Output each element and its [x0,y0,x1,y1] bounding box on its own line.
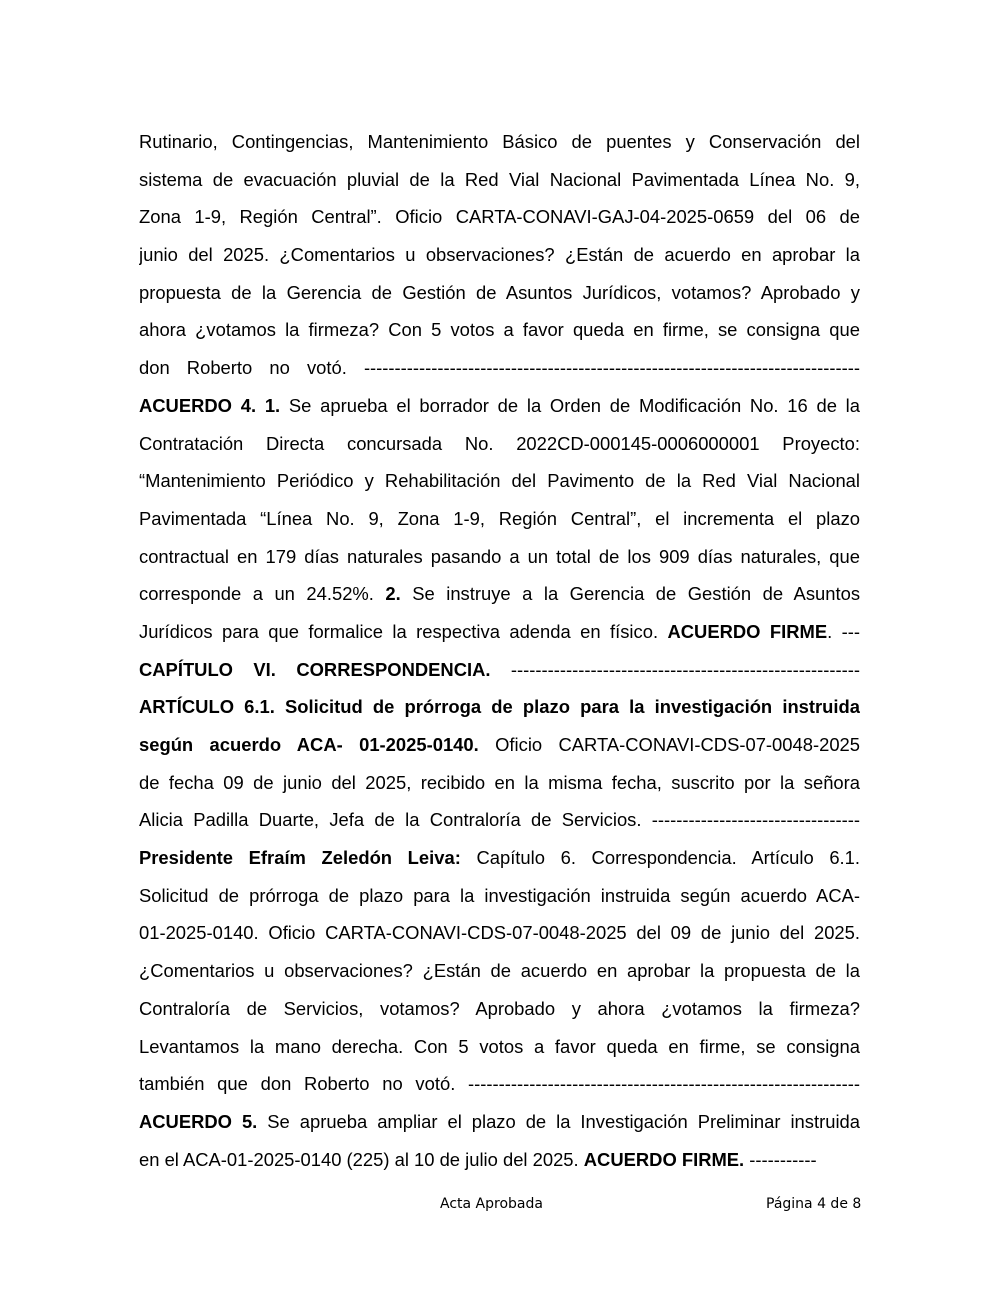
text-run: . --- [827,620,860,642]
bold-text: ACUERDO FIRME [667,620,828,642]
text-line [139,462,860,500]
text-line [139,575,860,613]
text-line [139,914,860,952]
text-run: también que don Roberto no votó. ---------------------------------------------------------------- [139,1073,860,1095]
text-line [139,651,860,689]
text-line [139,688,860,726]
text-line [139,877,860,915]
text-run: Se aprueba ampliar el plazo de la Investigación Preliminar instruida [257,1110,860,1132]
bold-text: 1. [264,394,281,416]
text-line [139,952,860,990]
text-run: Zona 1-9, Región Central”. Oficio CARTA-CONAVI-GAJ-04-2025-0659 del 06 de [139,206,860,228]
text-line [139,274,860,312]
text-line [139,1028,860,1066]
text-run: Levantamos la mano derecha. Con 5 votos a favor queda en firme, se consigna [139,1035,860,1057]
bold-text: ARTÍCULO 6.1. Solicitud de prórroga de plazo para la investigación instruida [139,696,860,718]
text-run: Se instruye a la Gerencia de Gestión de Asuntos [400,583,860,605]
text-run [256,395,265,416]
text-run: Oficio CARTA-CONAVI-CDS-07-0048-2025 [478,734,860,755]
text-run: en el ACA-01-2025-0140 (225) al 10 de julio del 2025. [139,1148,584,1170]
text-run: contractual en 179 días naturales pasando a un total de los 909 días naturales, que [139,545,860,567]
text-line [139,500,860,538]
text-run: sistema de evacuación pluvial de la Red Vial Nacional Pavimentada Línea No. 9, [139,168,860,190]
text-run: Contraloría de Servicios, votamos? Aprobado y ahora ¿votamos la firmeza? [139,997,860,1019]
page-footer [0,1193,1000,1215]
bold-text: CAPÍTULO VI. CORRESPONDENCIA. [139,658,491,680]
bold-text: ACUERDO 5. [139,1110,258,1132]
text-line [139,839,860,877]
bold-text: 2. [385,583,401,605]
text-line [139,311,860,349]
text-run: de fecha 09 de junio del 2025, recibido en la misma fecha, suscrito por la señora [139,771,860,793]
bold-text: según acuerdo ACA- 01-2025-0140. [139,734,479,755]
text-line [139,990,860,1028]
text-run: ¿Comentarios u observaciones? ¿Están de acuerdo en aprobar la propuesta de la [139,960,860,982]
text-run: Se aprueba el borrador de la Orden de Modificación No. 16 de la [280,394,860,416]
text-line [139,1065,860,1103]
text-run: don Roberto no votó. --------------------------------------------------------------------------------- [139,357,860,379]
text-line [139,613,860,651]
text-run: Contratación Directa concursada No. 2022CD-000145-0006000001 Proyecto: [139,432,860,454]
text-line [139,236,860,274]
text-run: corresponde a un 24.52%. [139,583,386,605]
text-line [139,801,860,839]
bold-text: ACUERDO 4. [139,394,257,416]
text-run: ahora ¿votamos la firmeza? Con 5 votos a favor queda en firme, se consigna que [139,319,860,341]
text-run: Capítulo 6. Correspondencia. Artículo 6.1. [460,847,860,869]
text-line [139,1141,860,1179]
footer-document-status: Acta Aprobada [440,1196,543,1212]
text-line [139,161,860,199]
text-run: junio del 2025. ¿Comentarios u observaciones? ¿Están de acuerdo en aprobar la [139,244,860,266]
text-run: ----------- [744,1148,817,1170]
text-line [139,349,860,387]
text-line [139,1103,860,1141]
text-line [139,387,860,425]
text-run: 01-2025-0140. Oficio CARTA-CONAVI-CDS-07-0048-2025 del 09 de junio del 2025. [139,922,860,944]
text-line [139,425,860,463]
text-line [139,538,860,576]
text-line [139,198,860,236]
text-run: Pavimentada “Línea No. 9, Zona 1-9, Región Central”, el incrementa el plazo [139,507,860,529]
text-run: Solicitud de prórroga de plazo para la investigación instruida según acuerdo ACA- [139,884,860,906]
text-run: Alicia Padilla Duarte, Jefa de la Contraloría de Servicios. ---------------------------------- [139,809,860,831]
text-run: propuesta de la Gerencia de Gestión de Asuntos Jurídicos, votamos? Aprobado y [139,281,860,303]
text-line [139,726,860,764]
bold-text: Presidente Efraím Zeledón Leiva: [139,847,461,869]
text-run: Rutinario, Contingencias, Mantenimiento Básico de puentes y Conservación del [139,131,860,152]
text-line [139,764,860,802]
bold-text: ACUERDO FIRME. [583,1148,745,1170]
text-run: --------------------------------------------------------- [490,658,860,680]
text-line [139,123,860,161]
text-run: “Mantenimiento Periódico y Rehabilitación del Pavimento de la Red Vial Nacional [139,470,860,492]
document-body [139,123,860,1178]
text-run: Jurídicos para que formalice la respectiva adenda en físico. [139,620,668,642]
footer-page-number: Página 4 de 8 [766,1196,862,1212]
